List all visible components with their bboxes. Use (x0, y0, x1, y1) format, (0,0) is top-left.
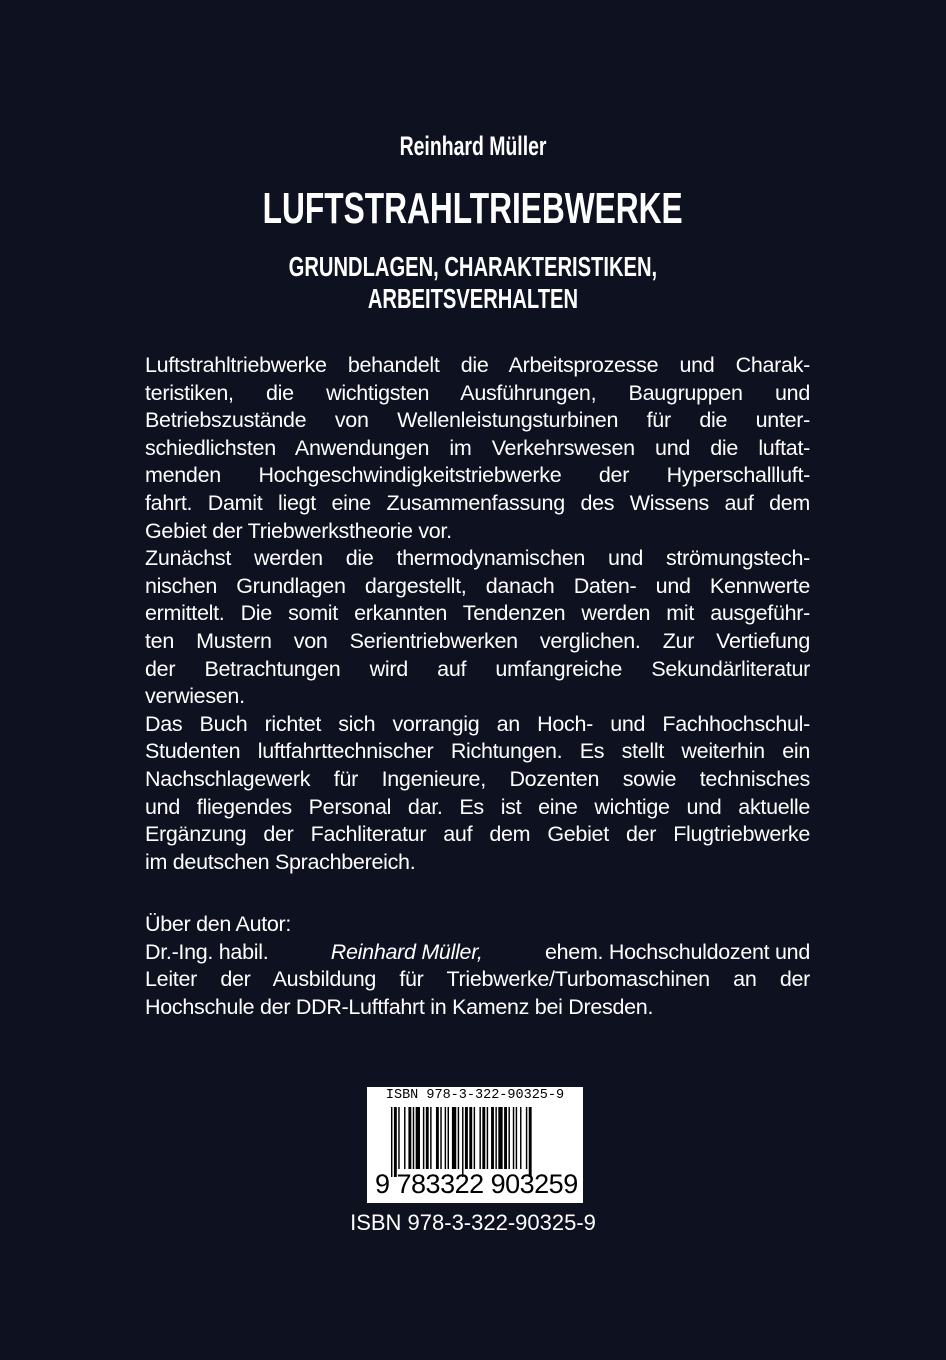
description-line: im deutschen Sprachbereich. (145, 849, 416, 874)
barcode-bar (462, 1107, 463, 1177)
barcode-bar (391, 1107, 392, 1177)
barcode-bar (469, 1107, 472, 1169)
description-line: menden Hochgeschwindigkeitstriebwerke der Hyperschallluft- (145, 463, 810, 488)
about-author-name: Reinhard Müller, (330, 939, 483, 964)
description-line: Nachschlagewerk für Ingenieure, Dozenten sowie technisches (145, 766, 810, 791)
barcode-bar (430, 1107, 431, 1169)
barcode-bar (398, 1107, 399, 1169)
barcode-bar (520, 1107, 521, 1169)
barcode-bar (491, 1107, 494, 1169)
barcode-bar (482, 1107, 485, 1169)
barcode-bar (416, 1107, 420, 1169)
barcode-bar (436, 1107, 439, 1169)
barcode-bar (465, 1107, 468, 1169)
isbn-label: ISBN 978-3-322-90325-9 (350, 1210, 596, 1235)
description-line: der Betrachtungen wird auf umfangreiche Sekundärliteratur (145, 656, 810, 681)
barcode-bar (445, 1107, 446, 1169)
subtitle-text: GRUNDLAGEN, CHARAKTERISTIKEN, (288, 251, 658, 282)
barcode-bar (458, 1107, 459, 1169)
barcode-bar (440, 1107, 441, 1169)
barcode-bar (423, 1107, 424, 1169)
about-suffix: ehem. Hochschuldozent und (544, 939, 810, 964)
description-line: Das Buch richtet sich vorrangig an Hoch- und Fachhochschul- (145, 711, 810, 736)
description-line: ermittelt. Die somit erkannten Tendenzen werden mit ausgeführ- (145, 601, 810, 626)
about-line: Hochschule der DDR-Luftfahrt in Kamenz bei Dresden. (145, 994, 654, 1019)
description-line: Betriebszustände von Wellenleistungsturbinen für die unter- (145, 408, 810, 433)
barcode-bar (408, 1107, 411, 1169)
description-line: Studenten luftfahrttechnischer Richtungen. Es stellt weiterhin ein (145, 739, 810, 764)
description-line: teristiken, die wichtigsten Ausführungen, Baugruppen und (145, 380, 810, 405)
barcode-bar (452, 1107, 456, 1169)
description-line: Luftstrahltriebwerke behandelt die Arbeitsprozesse und Charak- (145, 353, 810, 377)
subtitle-line-2 (0, 283, 946, 315)
description-line: Ergänzung der Fachliteratur auf dem Gebiet der Flugtriebwerke (145, 822, 810, 847)
barcode-bar (513, 1107, 514, 1169)
barcode-number: 9 783322 903259 (375, 1169, 578, 1199)
barcode-bar (404, 1107, 405, 1169)
description-line: fahrt. Damit liegt eine Zusammenfassung des Wissens auf dem (145, 490, 810, 515)
barcode-bar (487, 1107, 488, 1169)
about-line (145, 939, 810, 967)
description-line: schiedlichsten Anwendungen im Verkehrswesen und die luftat- (145, 435, 810, 460)
barcode-bar (529, 1107, 532, 1177)
description (145, 352, 810, 876)
description-line: und fliegendes Personal dar. Es ist eine wichtige und aktuelle (145, 794, 810, 819)
about-prefix: Dr.-Ing. habil. (145, 939, 269, 964)
barcode-bar (495, 1107, 496, 1169)
description-line: nischen Grundlagen dargestellt, danach Daten- und Kennwerte (145, 573, 810, 598)
book-title-text: LUFTSTRAHLTRIEBWERKE (262, 184, 684, 233)
barcode-bar (474, 1107, 475, 1169)
about-author (145, 911, 810, 1021)
barcode-bar (394, 1107, 397, 1177)
barcode-bar (413, 1107, 414, 1169)
barcode-bar (526, 1107, 527, 1169)
barcode-bar (508, 1107, 509, 1169)
author-name-text: Reinhard Müller (399, 131, 547, 161)
barcode-bar (504, 1107, 507, 1169)
author-name (0, 131, 946, 162)
barcode-bar (448, 1107, 449, 1169)
barcode-isbn-text: ISBN 978-3-322-90325-9 (385, 1088, 565, 1103)
barcode-bar (426, 1107, 429, 1169)
about-heading: Über den Autor: (145, 912, 292, 936)
barcode-bar (498, 1107, 502, 1169)
barcode-bar (516, 1107, 517, 1169)
description-line: verwiesen. (145, 684, 245, 709)
description-line: ten Mustern von Serientriebwerken verglichen. Zur Vertiefung (145, 628, 810, 653)
barcode-bars (391, 1107, 581, 1177)
book-title (0, 184, 946, 234)
about-line: Leiter der Ausbildung für Triebwerke/Turbomaschinen an der (145, 967, 810, 992)
description-line: Gebiet der Triebwerkstheorie vor. (145, 518, 452, 543)
description-line: Zunächst werden die thermodynamischen und strömungstech- (145, 546, 810, 571)
isbn-barcode (367, 1087, 583, 1203)
barcode-bar (479, 1107, 480, 1169)
subtitle-line-1 (0, 251, 946, 283)
subtitle-text: ARBEITSVERHALTEN (367, 283, 579, 314)
